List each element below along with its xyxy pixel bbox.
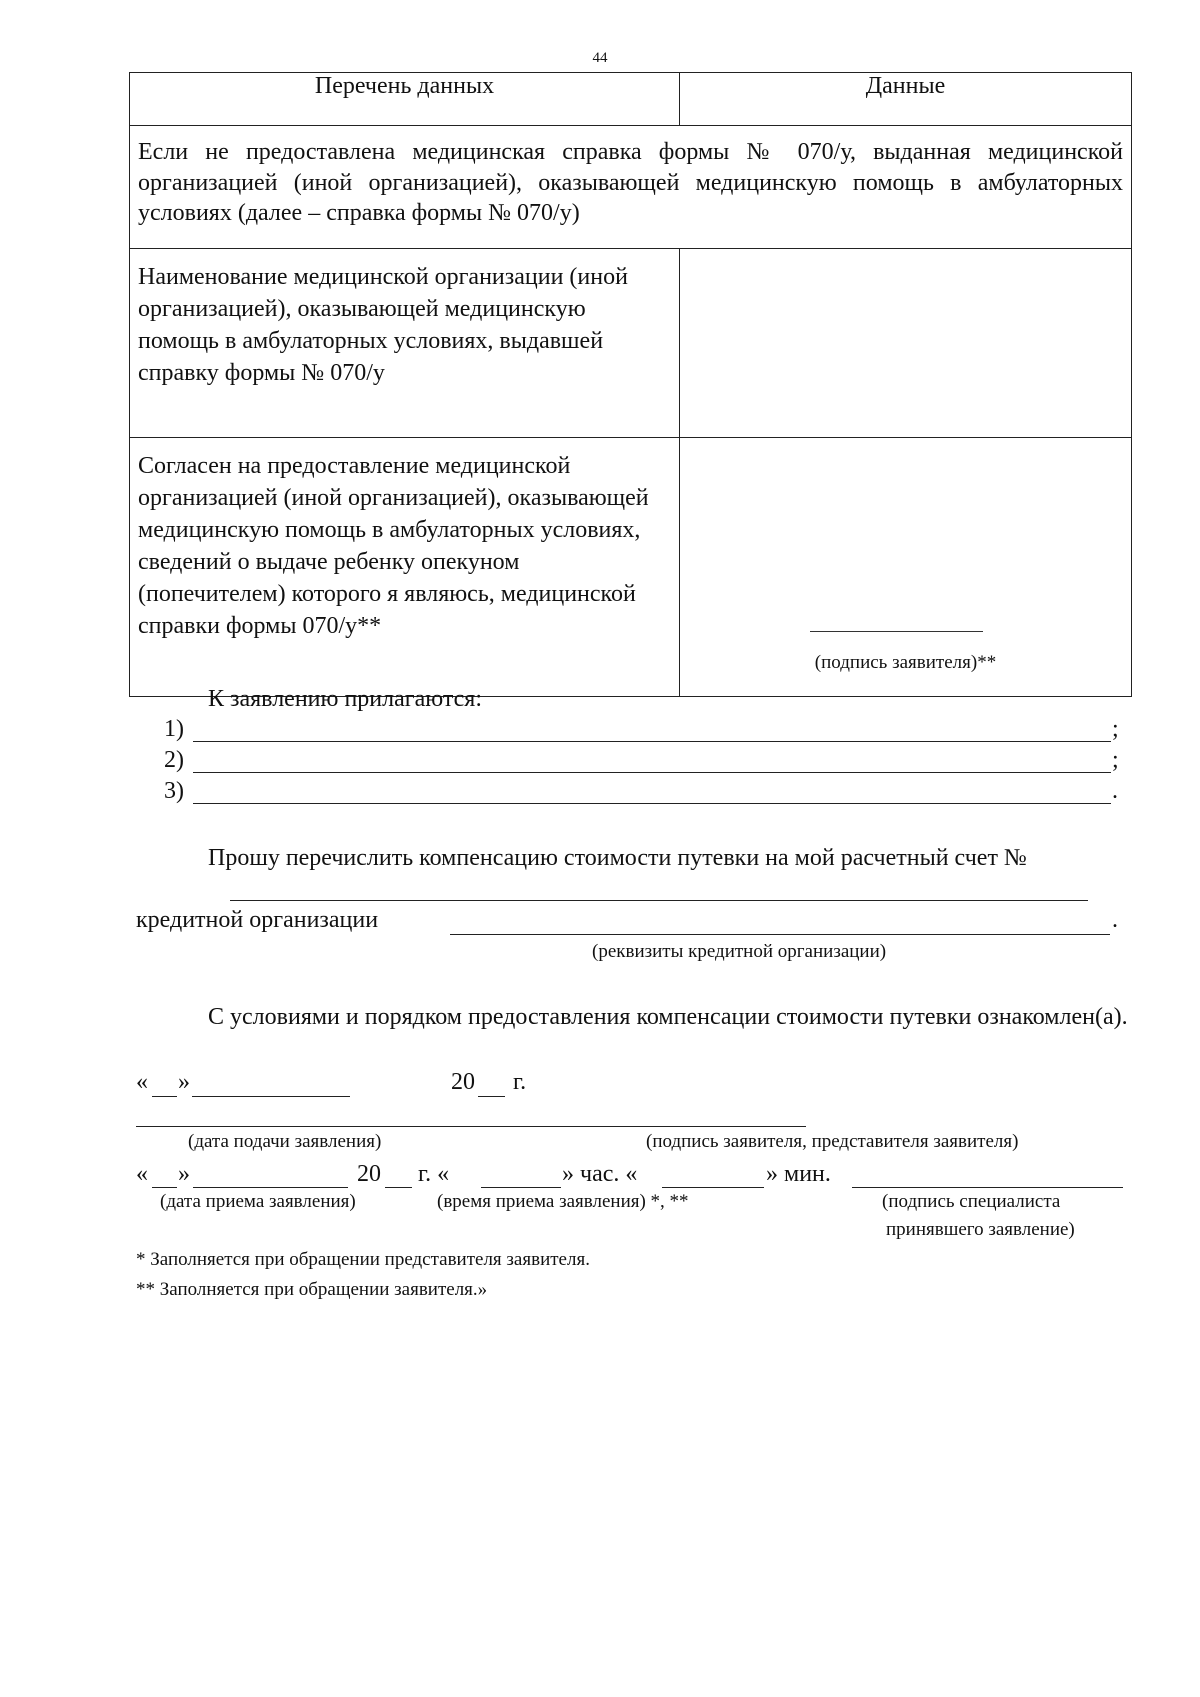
data-table [129,72,1132,697]
reception-hours-line[interactable] [481,1187,561,1188]
reception-hours-close: » час. « [562,1161,638,1187]
page-number: 44 [592,50,608,66]
ack-day-line[interactable] [152,1096,177,1097]
submission-signature-line[interactable] [136,1126,806,1127]
table-row [130,249,1132,438]
footnote-representative: * Заполняется при обращении представителя заявителя. [136,1249,590,1270]
table-header-list: Перечень данных [130,73,680,126]
attachment-line-2[interactable] [193,772,1111,773]
consent-signature-caption: (подпись заявителя)** [814,652,997,673]
consent-label: Согласен на предоставление медицинской организацией (иной организацией), оказывающей медицинскую помощь в амбулаторных условиях, сведений о выдаче ребенку опекуном (попечителем) которого я являюсь, медицинской справки формы 070/у** [130,438,680,697]
credit-org-caption: (реквизиты кредитной организации) [592,941,887,962]
table-header-row [130,73,1132,126]
credit-org-line[interactable] [450,934,1110,935]
reception-quote-close: » [178,1161,190,1187]
attachment-line-1[interactable] [193,741,1111,742]
attachment-end-3: . [1112,778,1118,804]
attachment-end-1: ; [1112,716,1119,742]
reception-minutes-close: » мин. [766,1161,831,1187]
specialist-caption-line2: принявшего заявление) [886,1219,1075,1240]
table-header-data: Данные [680,73,1132,126]
attachment-number-2: 2) [164,747,184,773]
ack-year-line[interactable] [478,1096,505,1097]
consent-signature-cell[interactable] [680,438,1132,697]
ack-year-prefix: 20 [451,1069,475,1095]
consent-signature-line[interactable] [810,631,983,632]
ack-year-suffix: г. [513,1069,527,1095]
reception-year-line[interactable] [385,1187,412,1188]
org-name-label: Наименование медицинской организации (иной организацией), оказывающей медицинскую помощь в амбулаторных условиях, выдавшей справку формы № 070/у [130,249,680,438]
reception-time-caption: (время приема заявления) *, ** [437,1191,689,1212]
reception-date-caption: (дата приема заявления) [160,1191,356,1212]
attachment-end-2: ; [1112,747,1119,773]
submission-date-caption: (дата подачи заявления) [188,1131,382,1152]
acknowledgement-text: С условиями и порядком предоставления компенсации стоимости путевки ознакомлен(а). [208,1004,1128,1030]
reception-year-suffix: г. « [418,1161,450,1187]
attachment-line-3[interactable] [193,803,1111,804]
medical-note-text: Если не предоставлена медицинская справка формы № 070/у, выданная медицинской организацией (иной организацией), оказывающей медицинскую помощь в амбулаторных условиях (далее – справка формы № 070/у) [130,126,1132,249]
credit-org-label: кредитной организации [136,907,379,933]
reception-day-line[interactable] [152,1187,177,1188]
ack-month-line[interactable] [192,1096,350,1097]
table-row [130,438,1132,697]
attachments-title: К заявлению прилагаются: [208,686,483,712]
attachment-number-3: 3) [164,778,184,804]
reception-month-line[interactable] [193,1187,348,1188]
specialist-caption-line1: (подпись специалиста [882,1191,1061,1212]
reception-quote-open: « [136,1161,148,1187]
applicant-signature-caption: (подпись заявителя, представителя заявителя) [646,1131,1019,1152]
payment-request-text: Прошу перечислить компенсацию стоимости путевки на мой расчетный счет № [208,845,1027,871]
ack-quote-open: « [136,1069,148,1095]
attachment-number-1: 1) [164,716,184,742]
specialist-signature-line[interactable] [852,1187,1123,1188]
credit-org-end: . [1112,907,1118,933]
org-name-field[interactable] [680,249,1132,438]
table-row [130,126,1132,249]
reception-minutes-line[interactable] [662,1187,764,1188]
ack-quote-close: » [178,1069,190,1095]
account-number-line[interactable] [230,900,1088,901]
footnote-applicant: ** Заполняется при обращении заявителя.» [136,1279,488,1300]
reception-year-prefix: 20 [357,1161,381,1187]
